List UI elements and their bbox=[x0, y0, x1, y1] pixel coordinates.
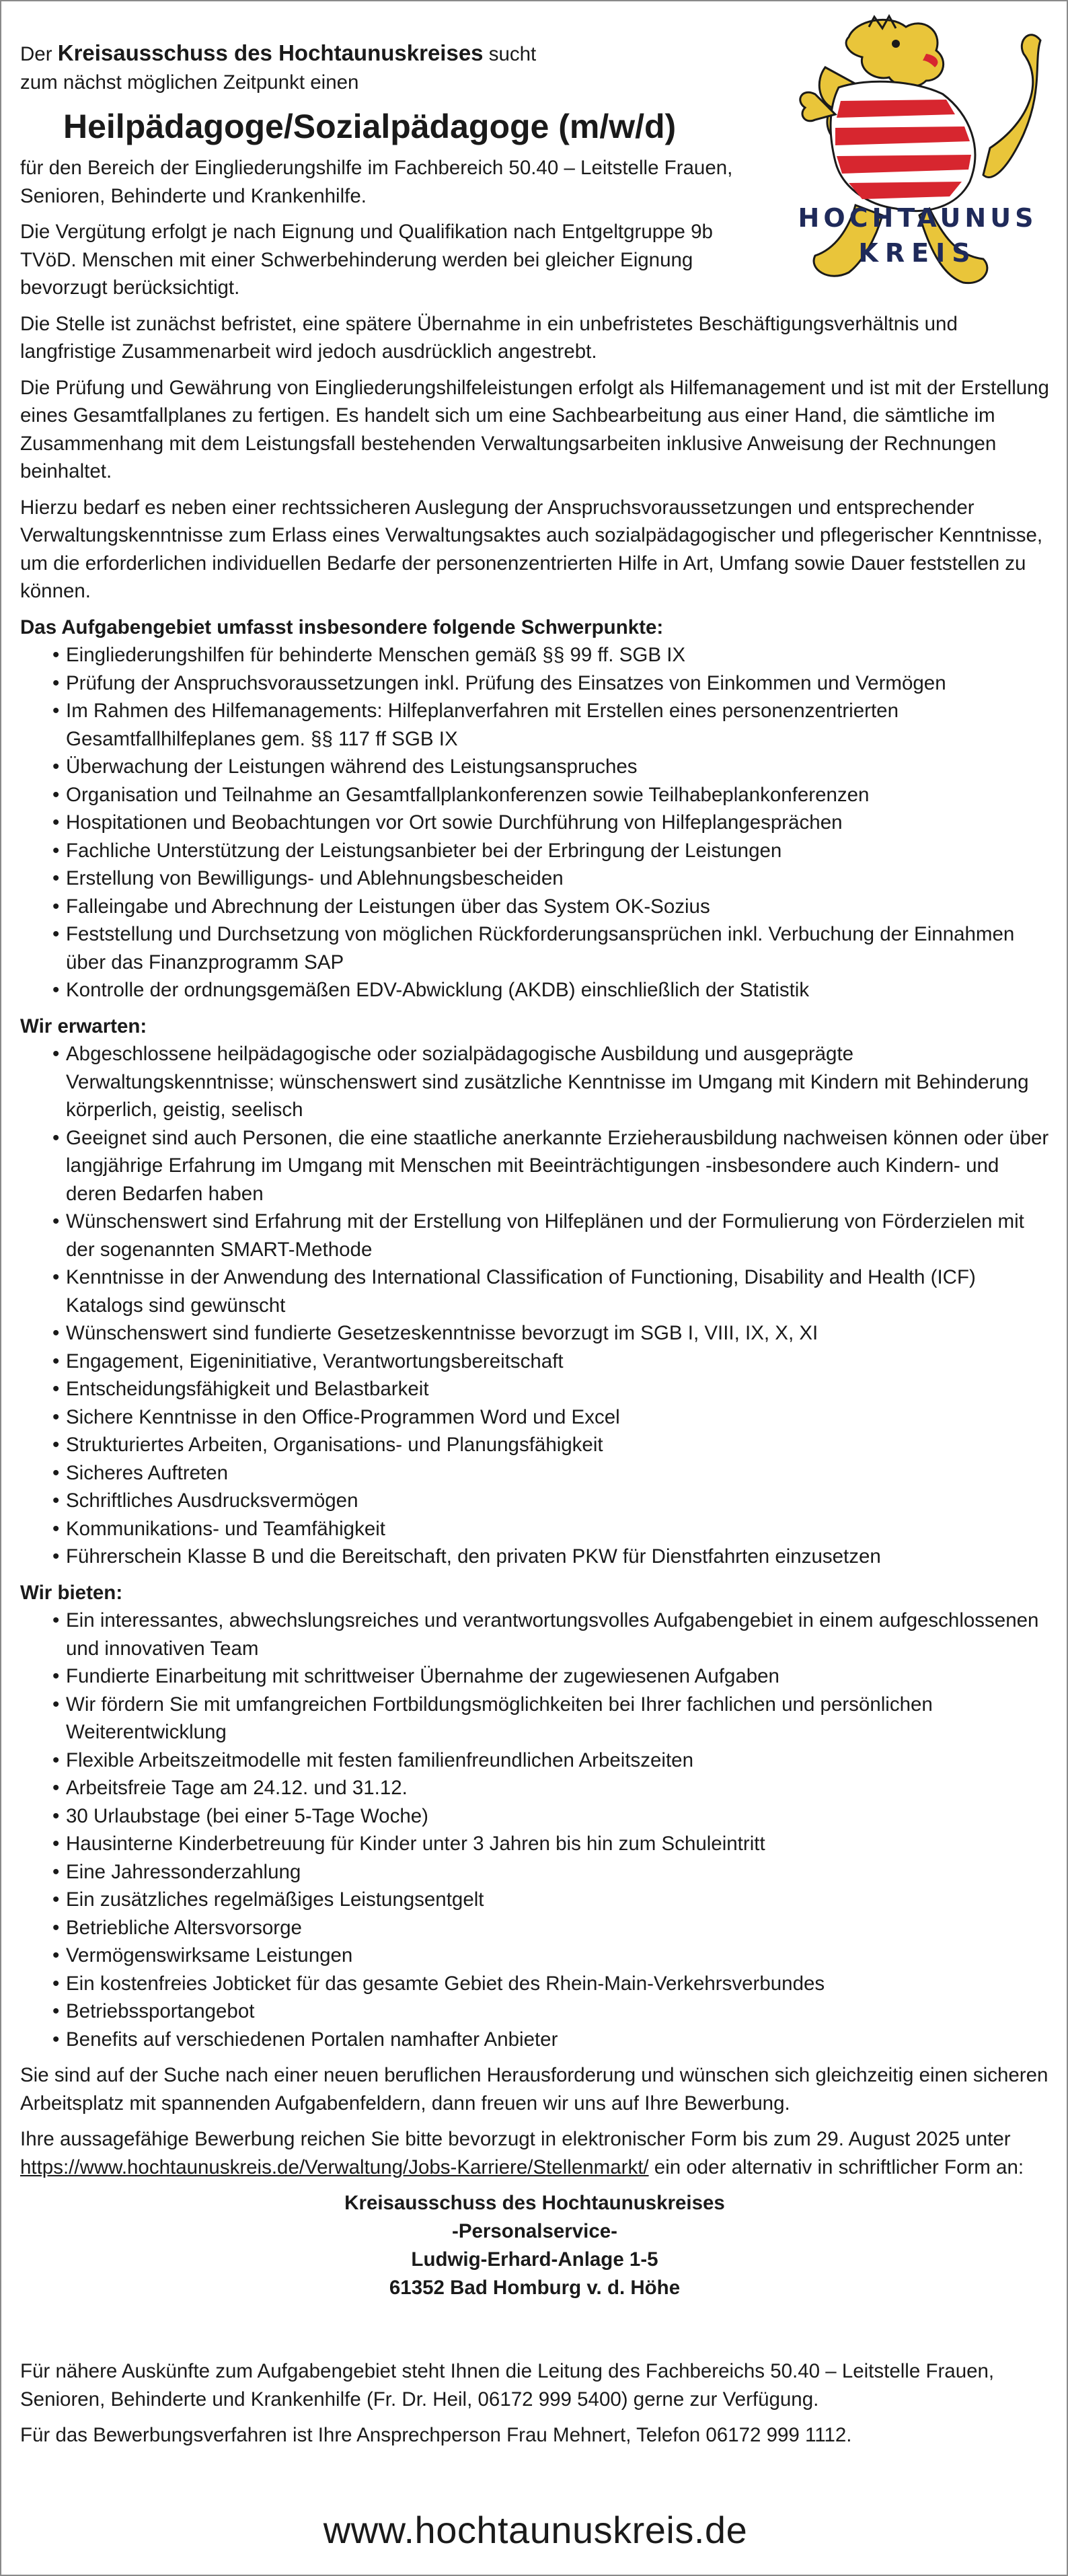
paragraph-salary: Die Vergütung erfolgt je nach Eignung und Qualifikation nach Entgeltgruppe 9b TVöD. Menschen mit einer Schwerbehinderung werden bei gleicher Eignung bevorzugt berücksichtigt. bbox=[20, 221, 713, 299]
expect-list bbox=[20, 1040, 1049, 1571]
logo-text-kreis: KREIS bbox=[858, 238, 977, 268]
paragraph-closing: Sie sind auf der Suche nach einer neuen beruflichen Herausforderung und wünschen sich gleichzeitig einen sicheren Arbeitsplatz mit spannenden Aufgabenfeldern, dann freuen wir uns auf Ihre Bewerbung. bbox=[20, 2064, 1048, 2114]
list-item: • Eingliederungshilfen für behinderte Menschen gemäß §§ 99 ff. SGB IX bbox=[20, 641, 1049, 669]
list-item: • Kommunikations- und Teamfähigkeit bbox=[20, 1515, 1049, 1543]
tasks-list bbox=[20, 641, 1049, 1004]
list-item: • Hospitationen und Beobachtungen vor Ort sowie Durchführung von Hilfeplangesprächen bbox=[20, 809, 1049, 837]
list-item: • Falleingabe und Abrechnung der Leistungen über das System OK-Sozius bbox=[20, 893, 1049, 921]
list-item: • Engagement, Eigeninitiative, Verantwortungsbereitschaft bbox=[20, 1348, 1049, 1376]
list-item: • Entscheidungsfähigkeit und Belastbarkeit bbox=[20, 1375, 1049, 1403]
list-item: • Hausinterne Kinderbetreuung für Kinder unter 3 Jahren bis hin zum Schuleintritt bbox=[20, 1830, 1049, 1858]
list-item: • Organisation und Teilnahme an Gesamtfallplankonferenzen sowie Teilhabeplankonferenzen bbox=[20, 781, 1049, 809]
application-portal-link[interactable]: https://www.hochtaunuskreis.de/Verwaltung/Jobs-Karriere/Stellenmarkt/ bbox=[20, 2156, 649, 2178]
list-item: • Geeignet sind auch Personen, die eine staatliche anerkannte Erzieherausbildung nachweisen können oder über langjährige Erfahrung im Umgang mit Menschen mit Beeinträchtigungen -insbesondere auch Kindern- und deren Bedarfen haben bbox=[20, 1124, 1049, 1208]
list-item: • Kenntnisse in der Anwendung des International Classification of Functioning, Disability and Health (ICF) Katalogs sind gewünscht bbox=[20, 1263, 1049, 1319]
paragraph-duties-overview: Die Prüfung und Gewährung von Eingliederungshilfeleistungen erfolgt als Hilfemanagement und ist mit der Erstellung eines Gesamtfallplanes zu fertigen. Es handelt sich um eine Sachbearbeitung aus einer Hand, die sämtliche im Zusammenhang mit dem Leistungsfall bestehenden Verwaltungsarbeiten inklusive Anweisung der Rechnungen beinhaltet. bbox=[20, 376, 1049, 482]
list-item: • Eine Jahressonderzahlung bbox=[20, 1858, 1049, 1886]
intro-organization: Kreisausschuss des Hochtaunuskreises bbox=[57, 40, 484, 65]
intro-suffix: sucht bbox=[483, 43, 537, 65]
paragraph-department: für den Bereich der Eingliederungshilfe im Fachbereich 50.40 – Leitstelle Frauen, Senioren, Behinderte und Krankenhilfe. bbox=[20, 157, 733, 207]
list-item: • Kontrolle der ordnungsgemäßen EDV-Abwicklung (AKDB) einschließlich der Statistik bbox=[20, 976, 1049, 1004]
address-city: 61352 Bad Homburg v. d. Höhe bbox=[389, 2277, 681, 2299]
spacer bbox=[20, 2302, 1049, 2357]
intro-prefix: Der bbox=[20, 43, 58, 65]
intro-timing: zum nächst möglichen Zeitpunkt einen bbox=[20, 71, 359, 94]
list-item: • Prüfung der Anspruchsvoraussetzungen inkl. Prüfung des Einsatzes von Einkommen und Vermögen bbox=[20, 669, 1049, 698]
list-item: • Wir fördern Sie mit umfangreichen Fortbildungsmöglichkeiten bei Ihrer fachlichen und persönlichen Weiterentwicklung bbox=[20, 1691, 1049, 1746]
list-item: • Sichere Kenntnisse in den Office-Programmen Word und Excel bbox=[20, 1403, 1049, 1432]
address-organization: Kreisausschuss des Hochtaunuskreises bbox=[344, 2192, 725, 2214]
postal-address bbox=[20, 2189, 1049, 2302]
offer-list bbox=[20, 1607, 1049, 2053]
list-item: • Arbeitsfreie Tage am 24.12. und 31.12. bbox=[20, 1774, 1049, 1802]
list-item: • Fundierte Einarbeitung mit schrittweiser Übernahme der zugewiesenen Aufgaben bbox=[20, 1662, 1049, 1691]
tasks-heading: Das Aufgabengebiet umfasst insbesondere folgende Schwerpunkte: bbox=[20, 616, 664, 638]
intro-line bbox=[20, 39, 767, 96]
paragraph-requirements-overview: Hierzu bedarf es neben einer rechtssicheren Auslegung der Anspruchsvoraussetzungen und entsprechender Verwaltungskenntnisse zum Erlass eines Verwaltungsaktes auch sozialpädagogischer und pflegerischer Kenntnisse, um die erforderlichen individuellen Bedarfe der personenzentrierten Hilfe in Art, Umfang sowie Dauer feststellen zu können. bbox=[20, 496, 1043, 602]
posting-content bbox=[20, 39, 1049, 2458]
list-item: • Betriebssportangebot bbox=[20, 1997, 1049, 2026]
list-item: • Benefits auf verschiedenen Portalen namhafter Anbieter bbox=[20, 2026, 1049, 2054]
list-item: • Sicheres Auftreten bbox=[20, 1459, 1049, 1487]
paragraph-contact-department: Für nähere Auskünfte zum Aufgabengebiet steht Ihnen die Leitung des Fachbereichs 50.40 – Leitstelle Frauen, Senioren, Behinderte und Krankenhilfe (Fr. Dr. Heil, 06172 999 5400) gerne zur Verfügung. bbox=[20, 2360, 995, 2411]
list-item: • Wünschenswert sind Erfahrung mit der Erstellung von Hilfeplänen und der Formulierung von Förderzielen mit der sogenannten SMART-Methode bbox=[20, 1208, 1049, 1263]
paragraph-apply bbox=[20, 2125, 1049, 2181]
expect-heading: Wir erwarten: bbox=[20, 1015, 147, 1037]
paragraph-contact-hr: Für das Bewerbungsverfahren ist Ihre Ansprechperson Frau Mehnert, Telefon 06172 999 1112. bbox=[20, 2424, 852, 2446]
apply-text-after: ein oder alternativ in schriftlicher Form an: bbox=[648, 2156, 1024, 2178]
list-item: • Wünschenswert sind fundierte Gesetzeskenntnisse bevorzugt im SGB I, VIII, IX, X, XI bbox=[20, 1319, 1049, 1348]
address-department: -Personalservice- bbox=[452, 2220, 617, 2242]
address-street: Ludwig-Erhard-Anlage 1-5 bbox=[411, 2248, 658, 2271]
list-item: • 30 Urlaubstage (bei einer 5-Tage Woche) bbox=[20, 1802, 1049, 1831]
list-item: • Ein interessantes, abwechslungsreiches und verantwortungsvolles Aufgabengebiet in einem aufgeschlossenen und innovativen Team bbox=[20, 1607, 1049, 1662]
list-item: • Ein zusätzliches regelmäßiges Leistungsentgelt bbox=[20, 1886, 1049, 1914]
job-title: Heilpädagoge/Sozialpädagoge (m/w/d) bbox=[63, 108, 677, 145]
list-item: • Flexible Arbeitszeitmodelle mit festen familienfreundlichen Arbeitszeiten bbox=[20, 1746, 1049, 1775]
logo-text-hochtaunus: HOCHTAUNUS bbox=[798, 203, 1038, 233]
list-item: • Ein kostenfreies Jobticket für das gesamte Gebiet des Rhein-Main-Verkehrsverbundes bbox=[20, 1970, 1049, 1998]
list-item: • Schriftliches Ausdrucksvermögen bbox=[20, 1487, 1049, 1515]
list-item: • Strukturiertes Arbeiten, Organisations- und Planungsfähigkeit bbox=[20, 1431, 1049, 1459]
paragraph-contract: Die Stelle ist zunächst befristet, eine spätere Übernahme in ein unbefristetes Beschäftigungsverhältnis und langfristige Zusammenarbeit wird jedoch ausdrücklich angestrebt. bbox=[20, 312, 958, 363]
list-item: • Fachliche Unterstützung der Leistungsanbieter bei der Erbringung der Leistungen bbox=[20, 837, 1049, 865]
list-item: • Betriebliche Altersvorsorge bbox=[20, 1914, 1049, 1942]
list-item: • Überwachung der Leistungen während des Leistungsanspruches bbox=[20, 753, 1049, 781]
list-item: • Abgeschlossene heilpädagogische oder sozialpädagogische Ausbildung und ausgeprägte Verwaltungskenntnisse; wünschenswert sind zusätzliche Kenntnisse im Umgang mit Kindern mit Behinderung körperlich, geistig, seelisch bbox=[20, 1040, 1049, 1124]
offer-heading: Wir bieten: bbox=[20, 1581, 123, 1604]
list-item: • Erstellung von Bewilligungs- und Ablehnungsbescheiden bbox=[20, 864, 1049, 893]
footer-website: www.hochtaunuskreis.de bbox=[323, 2509, 748, 2551]
list-item: • Vermögenswirksame Leistungen bbox=[20, 1942, 1049, 1970]
apply-text-before: Ihre aussagefähige Bewerbung reichen Sie bitte bevorzugt in elektronischer Form bis zum 29. August 2025 unter bbox=[20, 2128, 1011, 2150]
list-item: • Feststellung und Durchsetzung von möglichen Rückforderungsansprüchen inkl. Verbuchung der Einnahmen über das Finanzprogramm SAP bbox=[20, 920, 1049, 976]
list-item: • Im Rahmen des Hilfemanagements: Hilfeplanverfahren mit Erstellen eines personenzentrierten Gesamtfallhilfeplanes gem. §§ 117 ff SGB IX bbox=[20, 697, 1049, 753]
list-item: • Führerschein Klasse B und die Bereitschaft, den privaten PKW für Dienstfahrten einzusetzen bbox=[20, 1543, 1049, 1571]
